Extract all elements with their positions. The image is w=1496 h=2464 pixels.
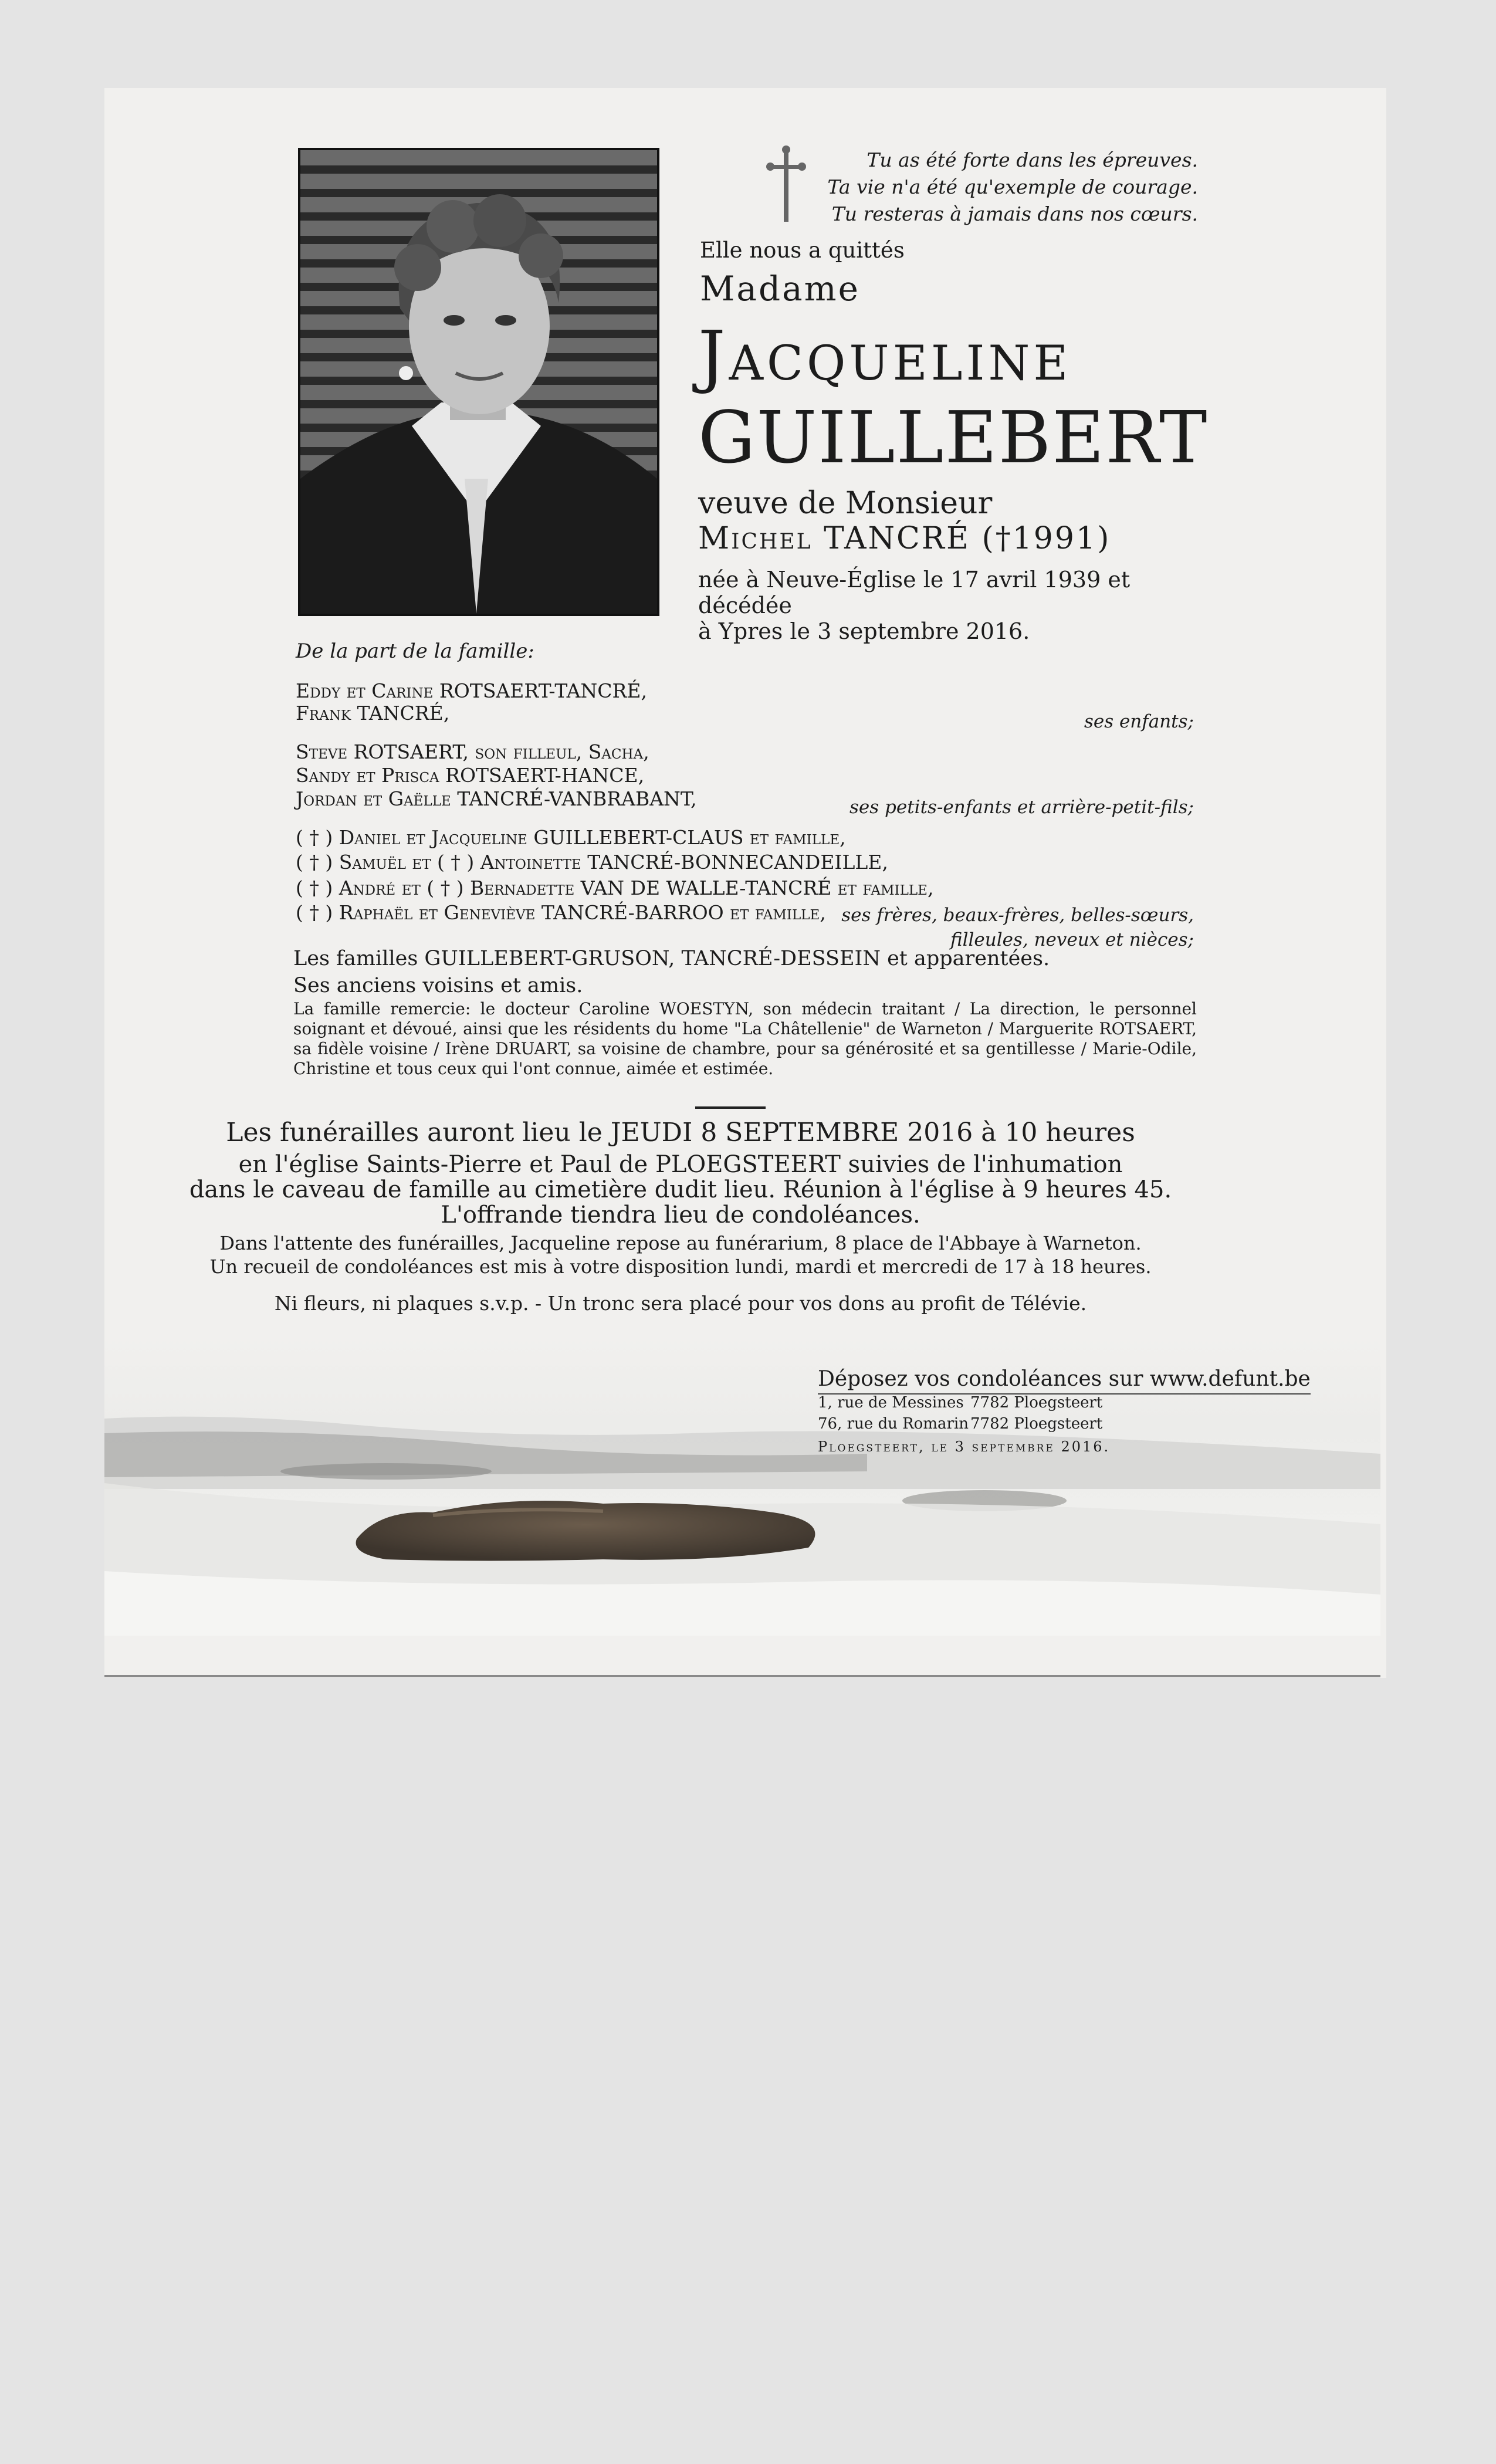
funeral-line: Les funérailles auront lieu le JEUDI 8 SEPTEMBRE 2016 à 10 heures	[226, 1118, 1135, 1148]
address-line	[818, 1394, 1103, 1412]
repose-line: Un recueil de condoléances est mis à votre disposition lundi, mardi et mercredi de 17 à 18 heures.	[209, 1255, 1152, 1278]
children-label: ses enfants;	[1084, 711, 1194, 732]
title-madame: Madame	[700, 269, 860, 309]
poem	[827, 147, 1198, 228]
husband-name: Michel TANCRÉ (†1991)	[698, 521, 1111, 556]
poem-line: Ta vie n'a été qu'exemple de courage.	[827, 175, 1198, 198]
family-heading: De la part de la famille:	[296, 639, 534, 663]
thanks-paragraph: La famille remercie: le docteur Caroline WOESTYN, son médecin traitant / La direction, le personnel soignant et dévoué, ainsi que les résidents du home "La Châtellenie" de Warneton / Marguerite ROTSAERT, sa fidèle voisine / Irène DRUART, sa voisine de chambre, pour sa générosité et sa gentillesse / Marie-Odile, Christine et tous ceux qui l'ont connue, aimée et estimée.	[293, 999, 1197, 1078]
families-line: Les familles GUILLEBERT-GRUSON, TANCRÉ-DESSEIN et apparentées.	[293, 947, 1050, 970]
birth-death-info	[698, 567, 1214, 644]
address-street: 76, rue du Romarin	[818, 1415, 969, 1433]
death-line: à Ypres le 3 septembre 2016.	[698, 618, 1030, 644]
birth-line: née à Neuve-Église le 17 avril 1939 et décédée	[698, 567, 1131, 618]
family-line: ( † ) Raphaël et Geneviève TANCRÉ-BARROO et famille,	[296, 901, 826, 924]
address-city: 7782 Ploegsteert	[970, 1415, 1103, 1433]
grandchildren-label: ses petits-enfants et arrière-petit-fils;	[849, 797, 1194, 818]
no-flowers-line: Ni fleurs, ni plaques s.v.p. - Un tronc sera placé pour vos dons au profit de Télévie.	[274, 1292, 1087, 1315]
place-date: Ploegsteert, le 3 septembre 2016.	[818, 1439, 1111, 1455]
deceased-first-name: Jacqueline	[698, 317, 1072, 396]
family-line: ( † ) Samuël et ( † ) Antoinette TANCRÉ-BONNECANDEILLE,	[296, 851, 888, 874]
family-line: Jordan et Gaëlle TANCRÉ-VANBRABANT,	[296, 787, 697, 810]
intro-text: Elle nous a quittés	[700, 238, 905, 263]
siblings-label: filleules, neveux et nièces;	[950, 929, 1194, 950]
neighbours-line: Ses anciens voisins et amis.	[293, 974, 583, 997]
funeral-line: en l'église Saints-Pierre et Paul de PLOEGSTEERT suivies de l'inhumation	[238, 1151, 1123, 1178]
family-line: ( † ) André et ( † ) Bernadette VAN DE WALLE-TANCRÉ et famille,	[296, 876, 934, 899]
siblings-label: ses frères, beaux-frères, belles-sœurs,	[841, 905, 1194, 926]
condolences-link[interactable]: Déposez vos condoléances sur www.defunt.be	[818, 1367, 1311, 1395]
address-street: 1, rue de Messines	[818, 1394, 964, 1412]
divider	[695, 1106, 766, 1109]
address-line	[818, 1415, 1103, 1433]
funeral-line: L'offrande tiendra lieu de condoléances.	[441, 1201, 920, 1228]
repose-line: Dans l'attente des funérailles, Jacqueline repose au funérarium, 8 place de l'Abbaye à Warneton.	[219, 1232, 1142, 1254]
sheet-edge	[104, 1675, 1380, 1677]
portrait-photo	[298, 148, 659, 616]
family-line: Frank TANCRÉ,	[296, 702, 450, 725]
family-line: Eddy et Carine ROTSAERT-TANCRÉ,	[296, 679, 647, 702]
cross-icon	[766, 144, 807, 226]
address-city: 7782 Ploegsteert	[970, 1394, 1103, 1412]
widow-line: veuve de Monsieur	[698, 486, 993, 521]
poem-line: Tu as été forte dans les épreuves.	[867, 148, 1198, 171]
family-line: ( † ) Daniel et Jacqueline GUILLEBERT-CLAUS et famille,	[296, 826, 846, 849]
family-line: Steve ROTSAERT, son filleul, Sacha,	[296, 740, 649, 763]
poem-line: Tu resteras à jamais dans nos cœurs.	[831, 202, 1198, 225]
deceased-last-name: GUILLEBERT	[698, 396, 1209, 479]
funeral-line: dans le caveau de famille au cimetière dudit lieu. Réunion à l'église à 9 heures 45.	[189, 1176, 1172, 1203]
family-line: Sandy et Prisca ROTSAERT-HANCE,	[296, 764, 645, 787]
